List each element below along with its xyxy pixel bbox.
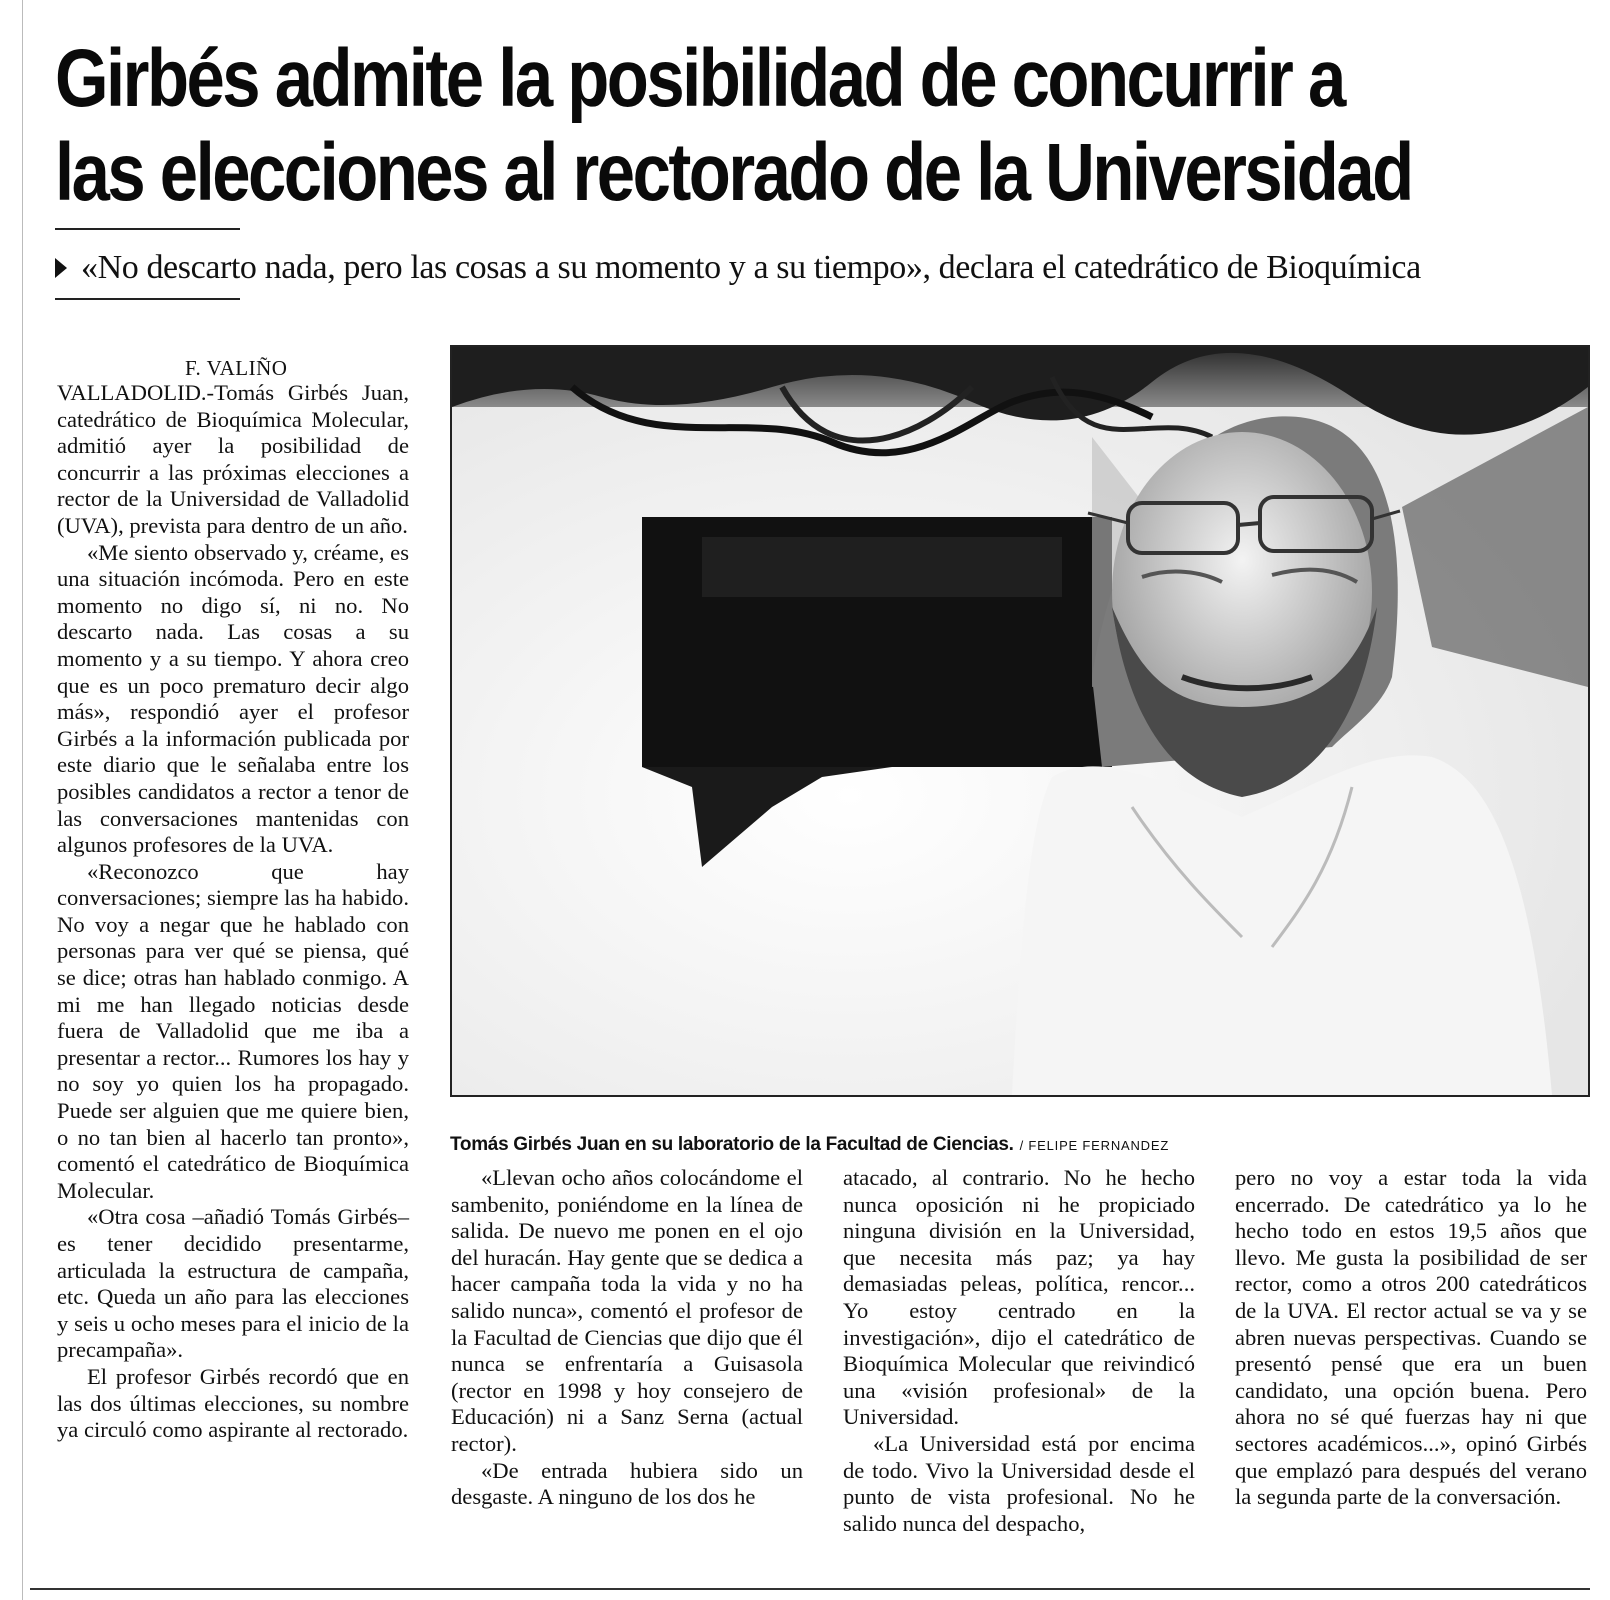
paragraph: «Llevan ocho años colocándome el sambenito, poniéndome en la línea de salida. De nuevo me ponen en el ojo del huracán. Hay gente que se dedica a hacer campaña toda la vida y no ha salido nunca», comentó el profesor de la Facultad de Ciencias que dijo que él nunca se enfrentaría a Guisasola (rector en 1998 y hoy consejero de Educación) ni a Sanz Serna (actual rector).	[451, 1165, 803, 1456]
paragraph: El profesor Girbés recordó que en las dos últimas elecciones, su nombre ya circuló como aspirante al rectorado.	[57, 1363, 409, 1443]
headline	[55, 32, 1412, 220]
subheadline-text: «No descarto nada, pero las cosas a su momento y a su tiempo», declara el catedrático de Bioquímica	[81, 249, 1421, 286]
photo-caption-text: Tomás Girbés Juan en su laboratorio de la Facultad de Ciencias.	[450, 1134, 1014, 1155]
page-edge-line	[22, 0, 23, 1600]
paragraph: «De entrada hubiera sido un desgaste. A ninguno de los dos he	[451, 1457, 803, 1510]
article-photo	[450, 345, 1590, 1097]
photo-caption	[450, 1134, 1169, 1156]
headline-rule-top	[55, 228, 240, 230]
paragraph: VALLADOLID.-Tomás Girbés Juan, catedrático de Bioquímica Molecular, admitió ayer la posibilidad de concurrir a las próximas elecciones a rector de la Universidad de Valladolid (UVA), prevista para dentro de un año.	[57, 380, 409, 538]
article-column-4	[1235, 1165, 1587, 1511]
headline-line-1: Girbés admite la posibilidad de concurrir a	[55, 33, 1344, 124]
paragraph: «Otra cosa –añadió Tomás Girbés– es tener decidido presentarme, articulada la estructura de campaña, etc. Queda un año para las elecciones y seis u ocho meses para el inicio de la precampaña».	[57, 1204, 409, 1363]
paragraph: «Me siento observado y, créame, es una situación incómoda. Pero en este momento no digo sí, ni no. No descarto nada. Las cosas a su momento y a su tiempo. Y ahora creo que es un poco prematuro decir algo más», respondió ayer el profesor Girbés a la información publicada por este diario que le señalaba entre los posibles candidatos a rector a tenor de las conversaciones mantenidas con algunos profesores de la UVA.	[57, 539, 409, 858]
headline-line-2: las elecciones al rectorado de la Universidad	[55, 127, 1412, 218]
paragraph: pero no voy a estar toda la vida encerrado. De catedrático ya lo he hecho todo en estos 19,5 años que llevo. Me gusta la posibilidad de ser rector, como a otros 200 catedráticos de la UVA. El rector actual se va y se abren nuevas perspectivas. Cuando se presentó pensé que era un buen candidato, una opción buena. Pero ahora no sé qué fuerzas hay ni que sectores académicos...», opinó Girbés que emplazó para después del verano la segunda parte de la conversación.	[1235, 1165, 1587, 1510]
paragraph: atacado, al contrario. No he hecho nunca oposición ni he propiciado ninguna división en la Universidad, que necesita más paz; ya hay demasiadas peleas, política, rencor... Yo estoy centrado en la investigación», dijo el catedrático de Bioquímica Molecular que reivindicó una «visión profesional» de la Universidad.	[843, 1165, 1195, 1430]
paragraph: «Reconozco que hay conversaciones; siempre las ha habido. No voy a negar que he hablado con personas para ver qué se piensa, qué se dice; otras han hablado conmigo. A mi me han llegado noticias desde fuera de Valladolid que me iba a presentar a rector... Rumores los hay y no soy yo quien los ha propagado. Puede ser alguien que me quiere bien, o no tan bien al hacerlo tan pronto», comentó el catedrático de Bioquímica Molecular.	[57, 858, 409, 1203]
triangle-bullet-icon	[55, 258, 67, 278]
subheadline	[55, 248, 1595, 288]
paragraph: «La Universidad está por encima de todo. Vivo la Universidad desde el punto de vista profesional. No he salido nunca del despacho,	[843, 1430, 1195, 1536]
article-column-1	[57, 380, 409, 1444]
article-column-3	[843, 1165, 1195, 1537]
subheadline-rule-bottom	[55, 298, 240, 300]
photo-credit: / FELIPE FERNANDEZ	[1019, 1138, 1170, 1153]
article-column-2	[451, 1165, 803, 1511]
byline: F. VALIÑO	[185, 356, 288, 380]
bottom-rule	[30, 1588, 1590, 1590]
portrait-photo-image	[452, 347, 1588, 1095]
